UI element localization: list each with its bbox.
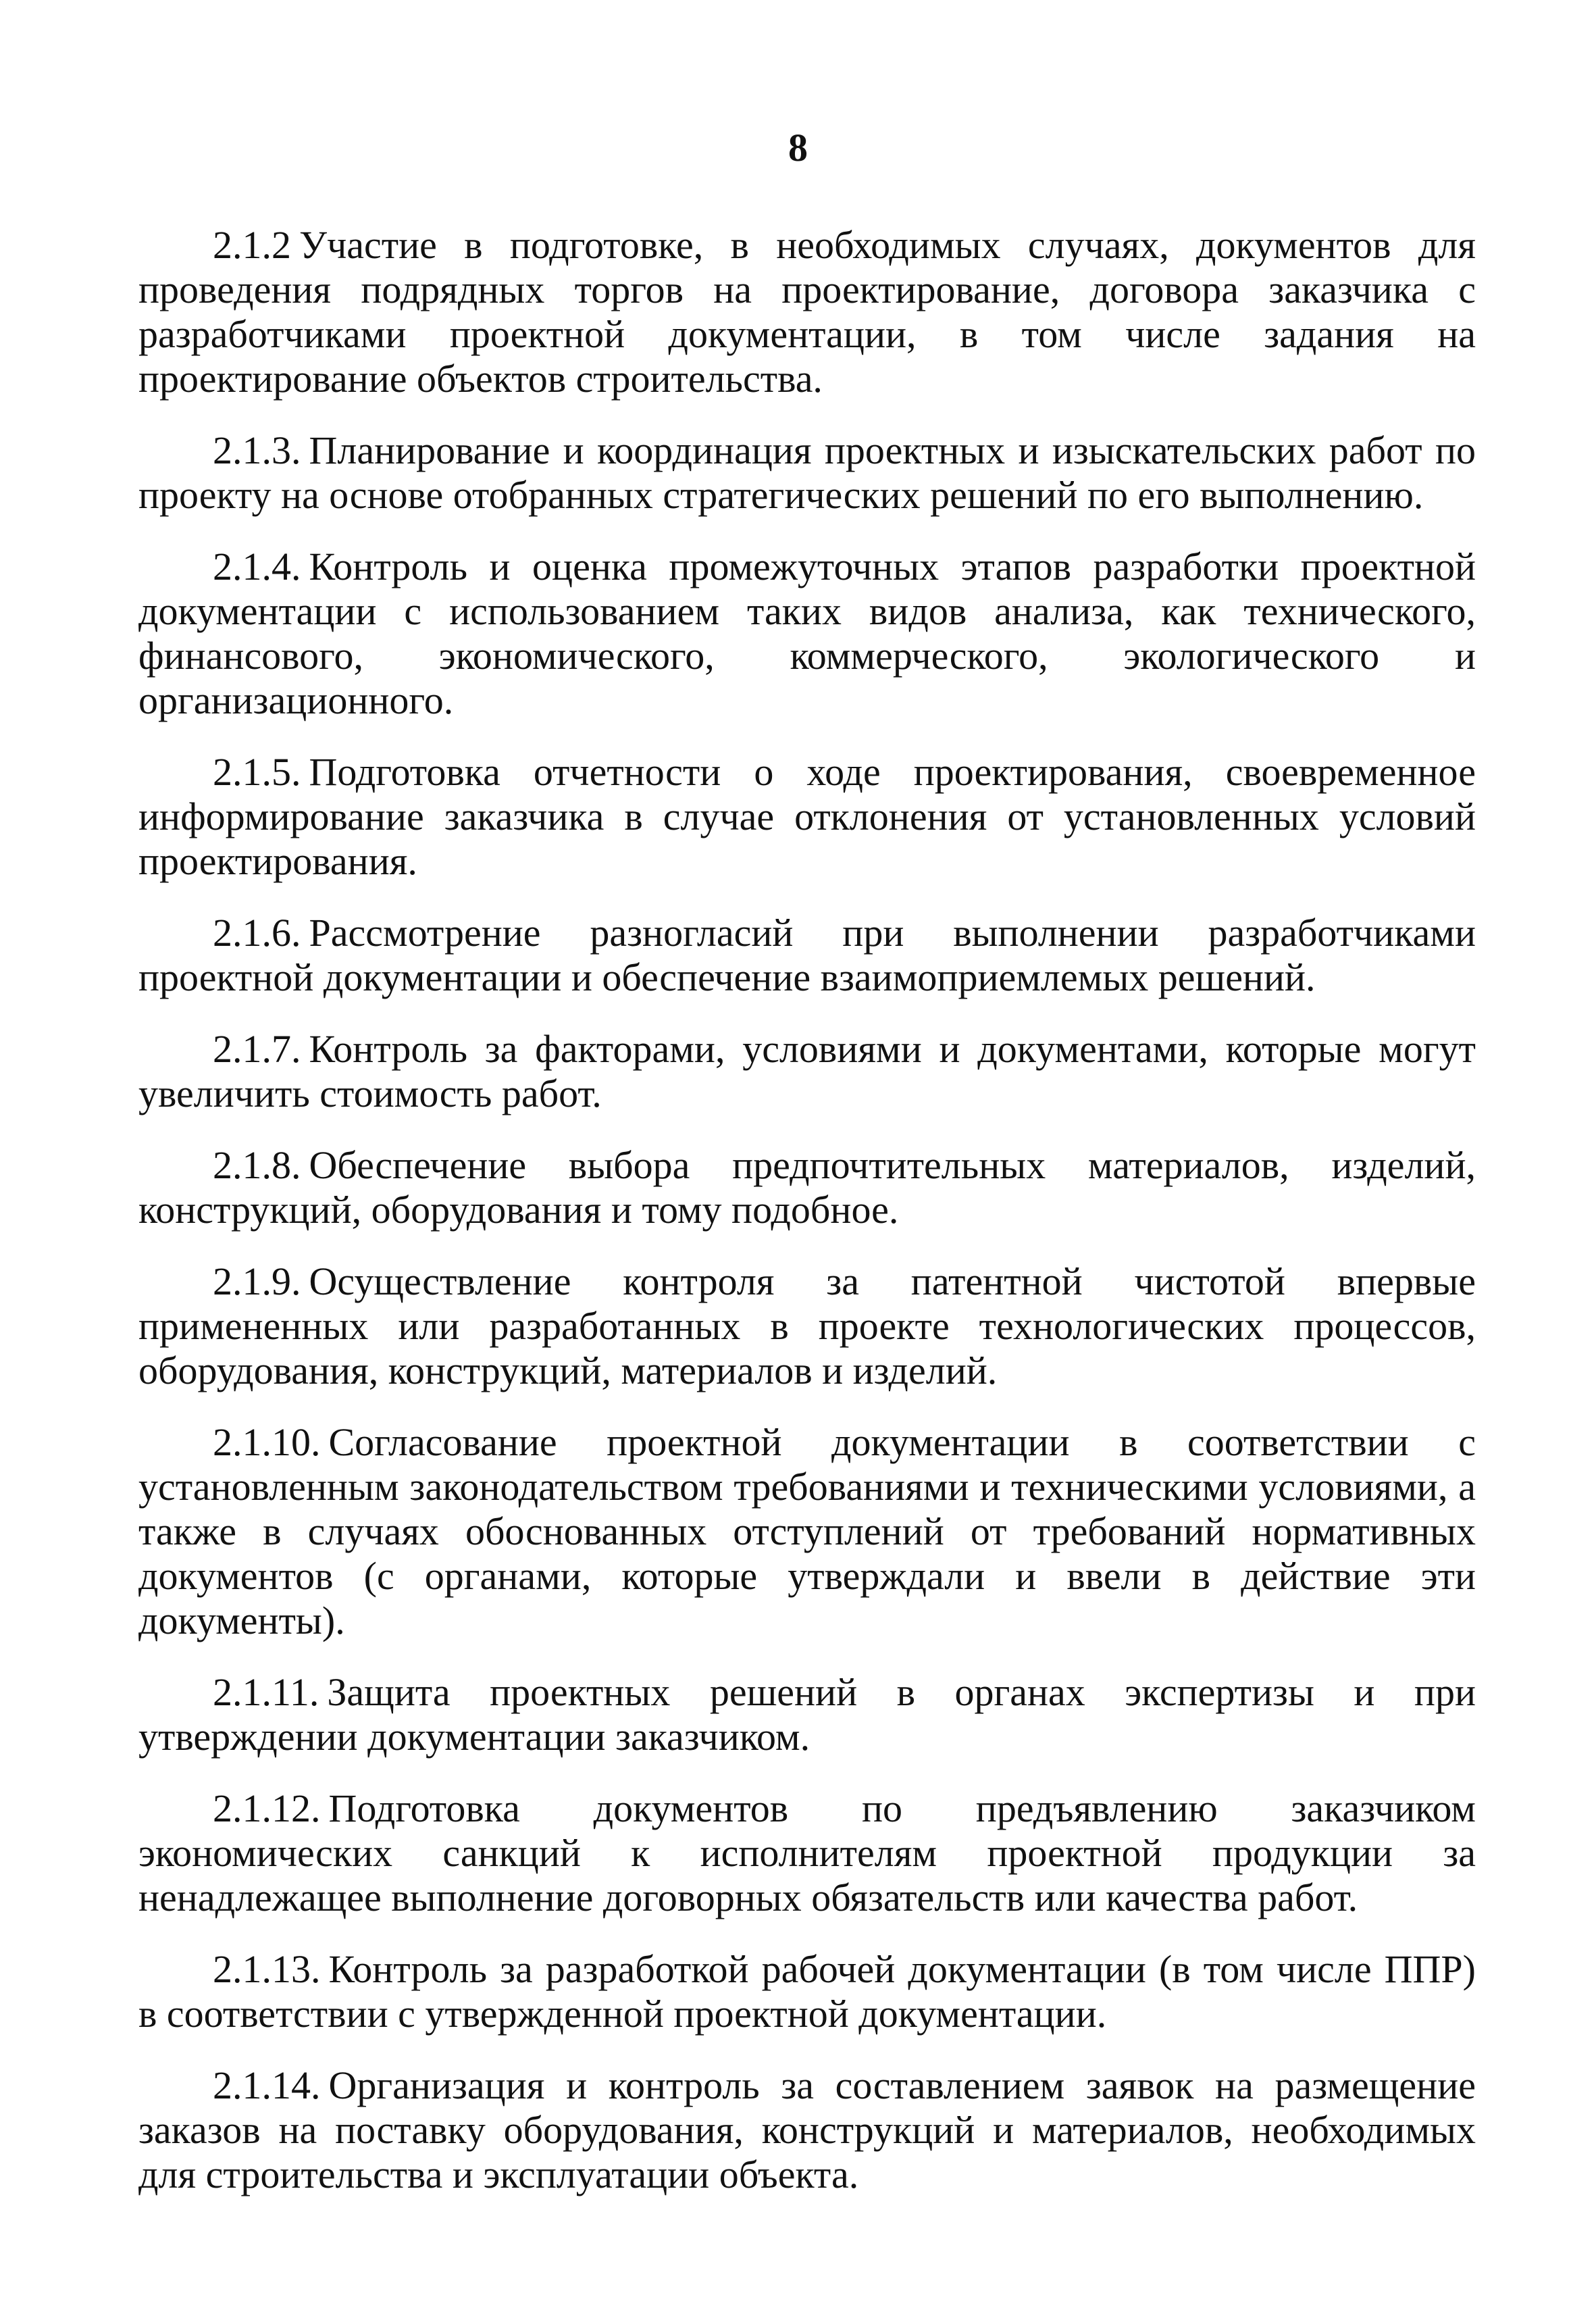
paragraph-2-1-3 (138, 428, 1476, 518)
paragraph-text: Осуществление контроля за патентной чистотой впервые примененных или разработанных в проекте технологических процессов, оборудования, конструкций, материалов и изделий. (138, 1259, 1476, 1392)
paragraph-number: 2.1.12. (213, 1786, 321, 1830)
paragraph-2-1-13 (138, 1947, 1476, 2036)
paragraph-number: 2.1.10. (213, 1420, 321, 1464)
paragraph-text: Контроль и оценка промежуточных этапов разработки проектной документации с использованием таких видов анализа, как технического, финансового, экономического, коммерческого, экологического и организационного. (138, 545, 1476, 722)
paragraph-text: Защита проектных решений в органах экспертизы и при утверждении документации заказчиком. (138, 1670, 1476, 1759)
paragraph-2-1-5 (138, 750, 1476, 884)
paragraph-2-1-4 (138, 545, 1476, 723)
paragraph-number: 2.1.7. (213, 1027, 301, 1071)
paragraph-text: Контроль за разработкой рабочей документации (в том числе ППР) в соответствии с утвержденной проектной документации. (138, 1947, 1476, 2036)
paragraph-2-1-10 (138, 1420, 1476, 1643)
paragraph-text: Подготовка документов по предъявлению заказчиком экономических санкций к исполнителям проектной продукции за ненадлежащее выполнение договорных обязательств или качества работ. (138, 1786, 1476, 1919)
paragraph-2-1-9 (138, 1259, 1476, 1393)
paragraph-2-1-12 (138, 1786, 1476, 1920)
paragraph-2-1-14 (138, 2063, 1476, 2197)
paragraph-number: 2.1.3. (213, 428, 301, 472)
paragraph-text: Планирование и координация проектных и изыскательских работ по проекту на основе отобранных стратегических решений по его выполнению. (138, 428, 1476, 517)
paragraph-number: 2.1.5. (213, 750, 301, 794)
paragraph-text: Рассмотрение разногласий при выполнении разработчиками проектной документации и обеспечение взаимоприемлемых решений. (138, 911, 1476, 999)
paragraph-2-1-11 (138, 1670, 1476, 1759)
paragraph-number: 2.1.8. (213, 1143, 301, 1187)
document-body (138, 223, 1476, 2224)
paragraph-text: Организация и контроль за составлением заявок на размещение заказов на поставку оборудования, конструкций и материалов, необходимых для строительства и эксплуатации объекта. (138, 2063, 1476, 2196)
page-number: 8 (788, 126, 808, 170)
paragraph-number: 2.1.13. (213, 1947, 321, 1991)
paragraph-number: 2.1.14. (213, 2063, 321, 2107)
paragraph-number: 2.1.2 (213, 223, 291, 267)
paragraph-2-1-7 (138, 1027, 1476, 1116)
paragraph-text: Подготовка отчетности о ходе проектирования, своевременное информирование заказчика в случае отклонения от установленных условий проектирования. (138, 750, 1476, 883)
paragraph-text: Обеспечение выбора предпочтительных материалов, изделий, конструкций, оборудования и тому подобное. (138, 1143, 1476, 1232)
paragraph-2-1-2 (138, 223, 1476, 401)
paragraph-number: 2.1.4. (213, 545, 301, 588)
paragraph-number: 2.1.6. (213, 911, 301, 955)
paragraph-2-1-6 (138, 911, 1476, 1000)
paragraph-2-1-8 (138, 1143, 1476, 1232)
paragraph-text: Контроль за факторами, условиями и документами, которые могут увеличить стоимость работ. (138, 1027, 1476, 1115)
paragraph-number: 2.1.9. (213, 1259, 301, 1303)
paragraph-text: Участие в подготовке, в необходимых случаях, документов для проведения подрядных торгов на проектирование, договора заказчика с разработчиками проектной документации, в том числе задания на проектирование объектов строительства. (138, 223, 1476, 401)
paragraph-number: 2.1.11. (213, 1670, 319, 1714)
paragraph-text: Согласование проектной документации в соответствии с установленным законодательством требованиями и техническими условиями, а также в случаях обоснованных отступлений от требований нормативных документов (с органами, которые утверждали и ввели в действие эти документы). (138, 1420, 1476, 1642)
